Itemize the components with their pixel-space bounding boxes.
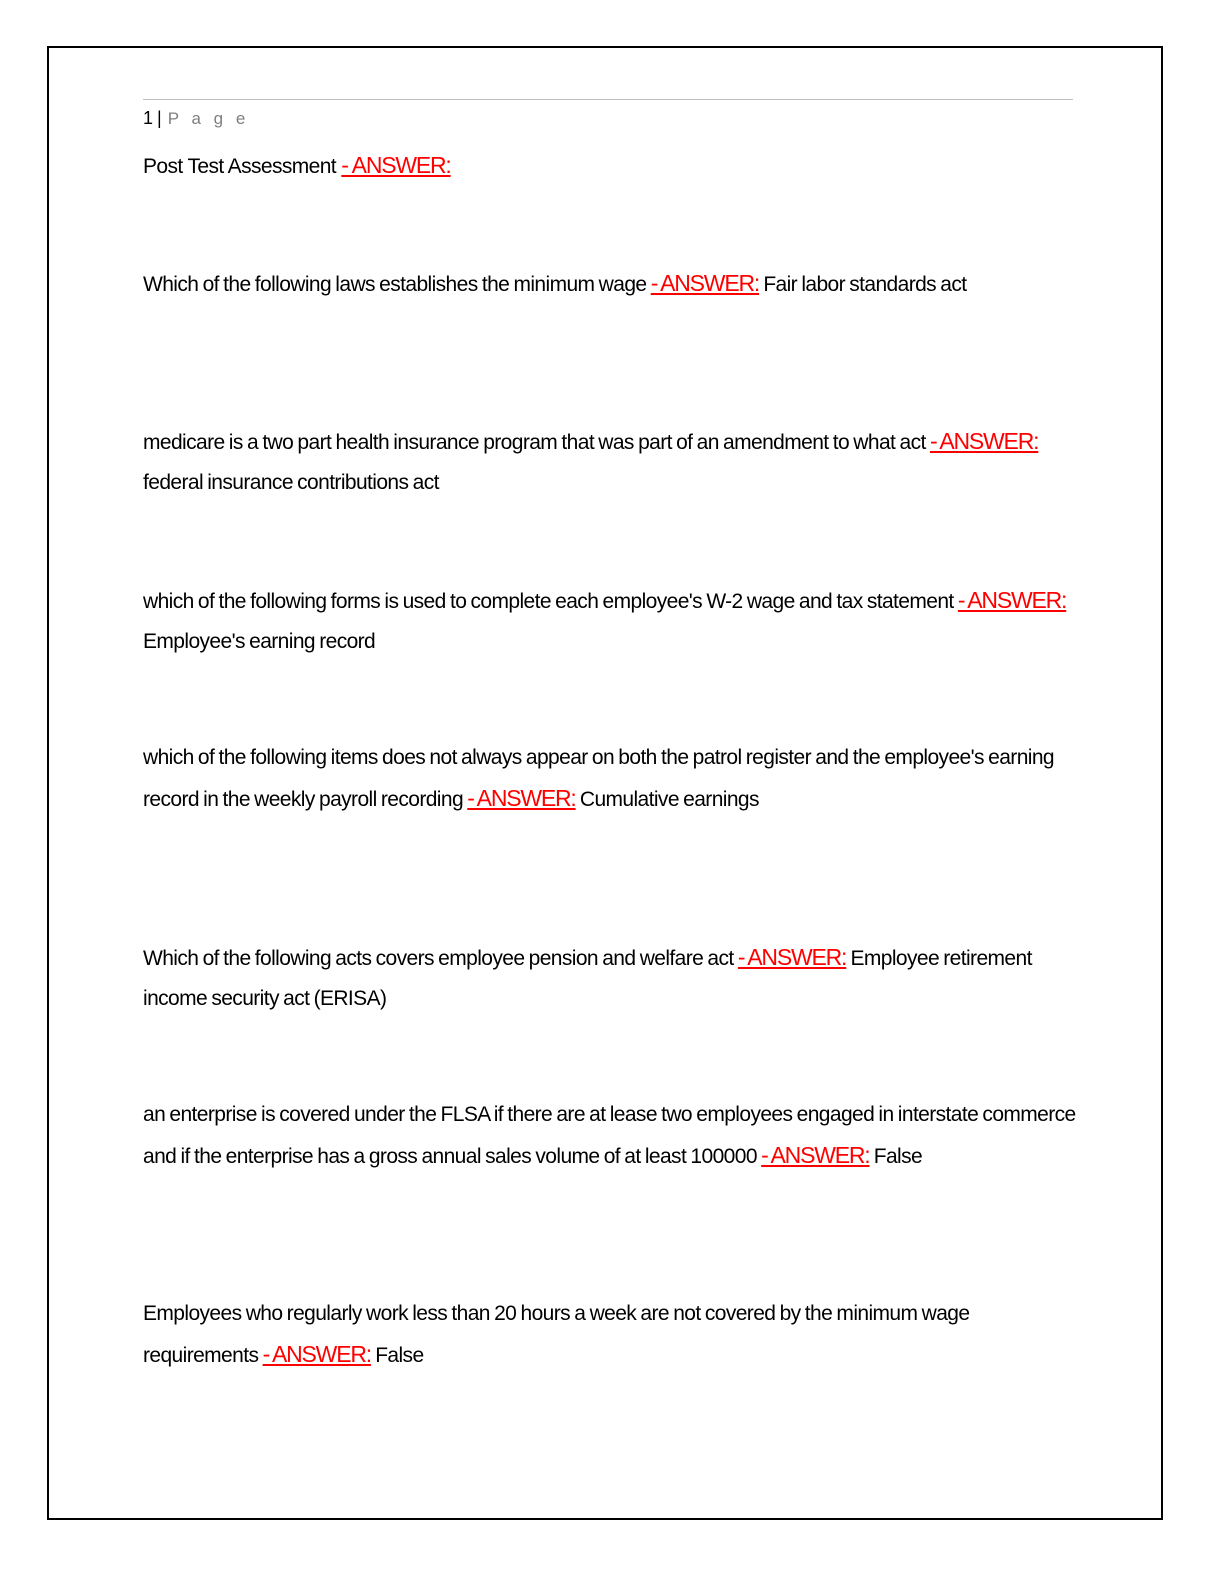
question-text: Which of the following laws establishes the minimum wage xyxy=(143,273,647,296)
answer-marker: - ANSWER: xyxy=(929,428,1039,454)
answer-marker: - ANSWER: xyxy=(262,1341,371,1367)
page-header xyxy=(143,107,249,130)
title-text: Post Test Assessment xyxy=(143,155,337,178)
document-title xyxy=(143,150,451,182)
answer-text: federal insurance contributions act xyxy=(143,471,439,494)
question-text: which of the following items does not always appear on both the patrol register and the employee's earning record in the weekly payroll recording xyxy=(143,746,1055,811)
page-separator: | xyxy=(157,108,162,128)
answer-marker: - ANSWER: xyxy=(737,944,847,970)
answer-marker: - ANSWER: xyxy=(761,1142,870,1168)
answer-text: False xyxy=(375,1344,424,1367)
question-text: Which of the following acts covers employee pension and welfare act xyxy=(143,947,734,970)
qa-item-2 xyxy=(143,421,1078,503)
page-number: 1 xyxy=(143,108,154,128)
answer-text: Employee's earning record xyxy=(143,630,376,653)
qa-item-7 xyxy=(143,1294,1078,1376)
answer-text: False xyxy=(873,1145,923,1168)
qa-item-6 xyxy=(143,1095,1078,1177)
question-text: Employees who regularly work less than 20 hours a week are not covered by the minimum wage requirements xyxy=(143,1302,970,1367)
answer-marker: - ANSWER: xyxy=(957,587,1067,613)
page-word: P a g e xyxy=(167,109,250,128)
answer-text: Fair labor standards act xyxy=(763,273,967,296)
answer-text: Employee retirement income security act (ERISA) xyxy=(143,947,1032,1010)
qa-item-3 xyxy=(143,580,1078,662)
question-text: medicare is a two part health insurance program that was part of an amendment to what act xyxy=(143,431,926,454)
header-rule xyxy=(143,99,1073,100)
question-text: which of the following forms is used to complete each employee's W-2 wage and tax statement xyxy=(143,590,954,613)
question-text: an enterprise is covered under the FLSA if there are at lease two employees engaged in interstate commerce and if the enterprise has a gross annual sales volume of at least 100000 xyxy=(143,1103,1076,1168)
qa-item-1 xyxy=(143,263,1078,305)
qa-item-5 xyxy=(143,937,1078,1019)
title-answer-marker: - ANSWER: xyxy=(341,152,451,178)
answer-text: Cumulative earnings xyxy=(579,788,759,811)
answer-marker: - ANSWER: xyxy=(650,270,760,296)
answer-marker: - ANSWER: xyxy=(467,785,576,811)
qa-item-4 xyxy=(143,738,1078,820)
